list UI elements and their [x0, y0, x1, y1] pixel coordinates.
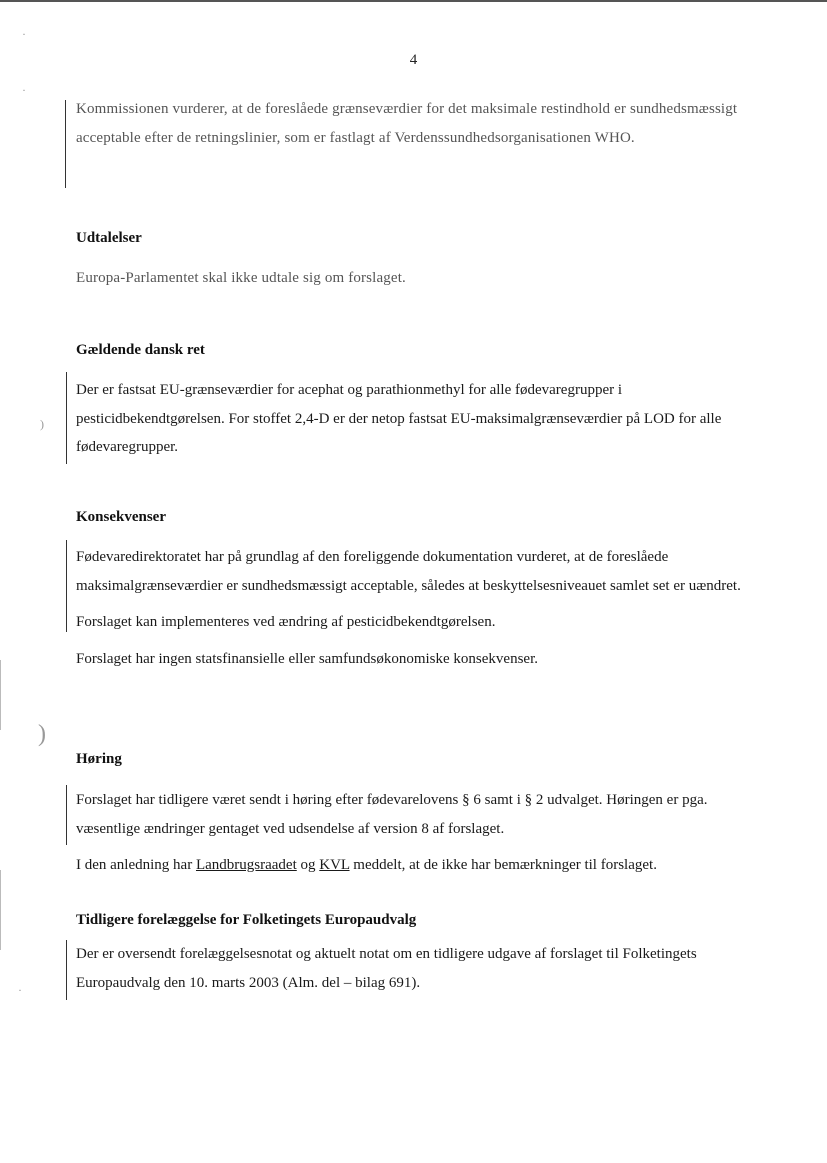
horing-paragraph-2: [76, 851, 766, 880]
page-top-edge: [0, 0, 827, 2]
horing-text-mid: og: [296, 857, 320, 873]
konsekvenser-paragraph-3: Forslaget har ingen statsfinansielle eller samfundsøkonomiske konsekvenser.: [76, 650, 538, 667]
heading-konsekvenser: Konsekvenser: [76, 509, 166, 525]
scan-edge-mark: [0, 870, 1, 950]
scan-edge-mark: [0, 660, 1, 730]
horing-section: [76, 786, 766, 880]
scan-speck: ·: [22, 83, 26, 97]
konsekvenser-paragraph-2: Forslaget kan implementeres ved ændring af pesticidbekendtgørelsen.: [76, 614, 496, 630]
punch-hole-mark: ): [38, 721, 46, 747]
heading-tidligere-forelaeggelse: Tidligere forelæggelse for Folketingets Europaudvalg: [76, 912, 417, 928]
tidligere-section: [76, 940, 766, 997]
scan-speck: ·: [18, 983, 22, 997]
page-number: 4: [409, 52, 418, 68]
change-bar: [66, 940, 67, 1000]
change-bar: [65, 100, 66, 188]
scan-speck: ): [40, 417, 44, 431]
scan-speck: ·: [22, 27, 26, 41]
gaeldende-section: [76, 376, 766, 462]
tidligere-paragraph: Der er oversendt forelæggelsesnotat og aktuelt notat om en tidligere udgave af forslaget til Folketingets Europaudvalg den 10. marts 2003 (Alm. del – bilag 691).: [76, 946, 697, 991]
heading-gaeldende-dansk-ret: Gældende dansk ret: [76, 342, 205, 358]
change-bar: [66, 785, 67, 845]
udtalelser-paragraph: Europa-Parlamentet skal ikke udtale sig om forslaget.: [76, 270, 406, 286]
kvl-underlined: KVL: [319, 857, 350, 873]
konsekvenser-section: [76, 543, 766, 673]
change-bar: [66, 372, 67, 464]
intro-section: [76, 95, 766, 152]
intro-paragraph: Kommissionen vurderer, at de foreslåede grænseværdier for det maksimale restindhold er sundhedsmæssigt acceptable efter de retningslinier, som er fastlagt af Verdenssundhedsorganisationen WHO.: [76, 101, 738, 146]
konsekvenser-paragraph-1: Fødevaredirektoratet har på grundlag af den foreliggende dokumentation vurderet, at de foreslåede maksimalgrænseværdier er sundhedsmæssigt acceptable, således at beskyttelsesniveauet samlet set er uændret.: [76, 549, 741, 594]
horing-text-after: meddelt, at de ikke har bemærkninger til forslaget.: [349, 857, 657, 873]
horing-paragraph-1: Forslaget har tidligere været sendt i høring efter fødevarelovens § 6 samt i § 2 udvalget. Høringen er pga. væsentlige ændringer gentaget ved udsendelse af version 8 af forslaget.: [76, 792, 708, 837]
heading-udtalelser: Udtalelser: [76, 230, 142, 246]
change-bar: [66, 540, 67, 632]
heading-horing: Høring: [76, 751, 122, 767]
landbrugsraadet-underlined: Landbrugsraadet: [195, 857, 297, 873]
horing-text-before: I den anledning har: [76, 857, 196, 873]
udtalelser-section: [76, 264, 766, 293]
gaeldende-paragraph: Der er fastsat EU-grænseværdier for acephat og parathionmethyl for alle fødevaregrupper i pesticidbekendtgørelsen. For stoffet 2,4-D er der netop fastsat EU-maksimalgrænseværdier på LOD for alle fødevaregrupper.: [76, 382, 722, 455]
